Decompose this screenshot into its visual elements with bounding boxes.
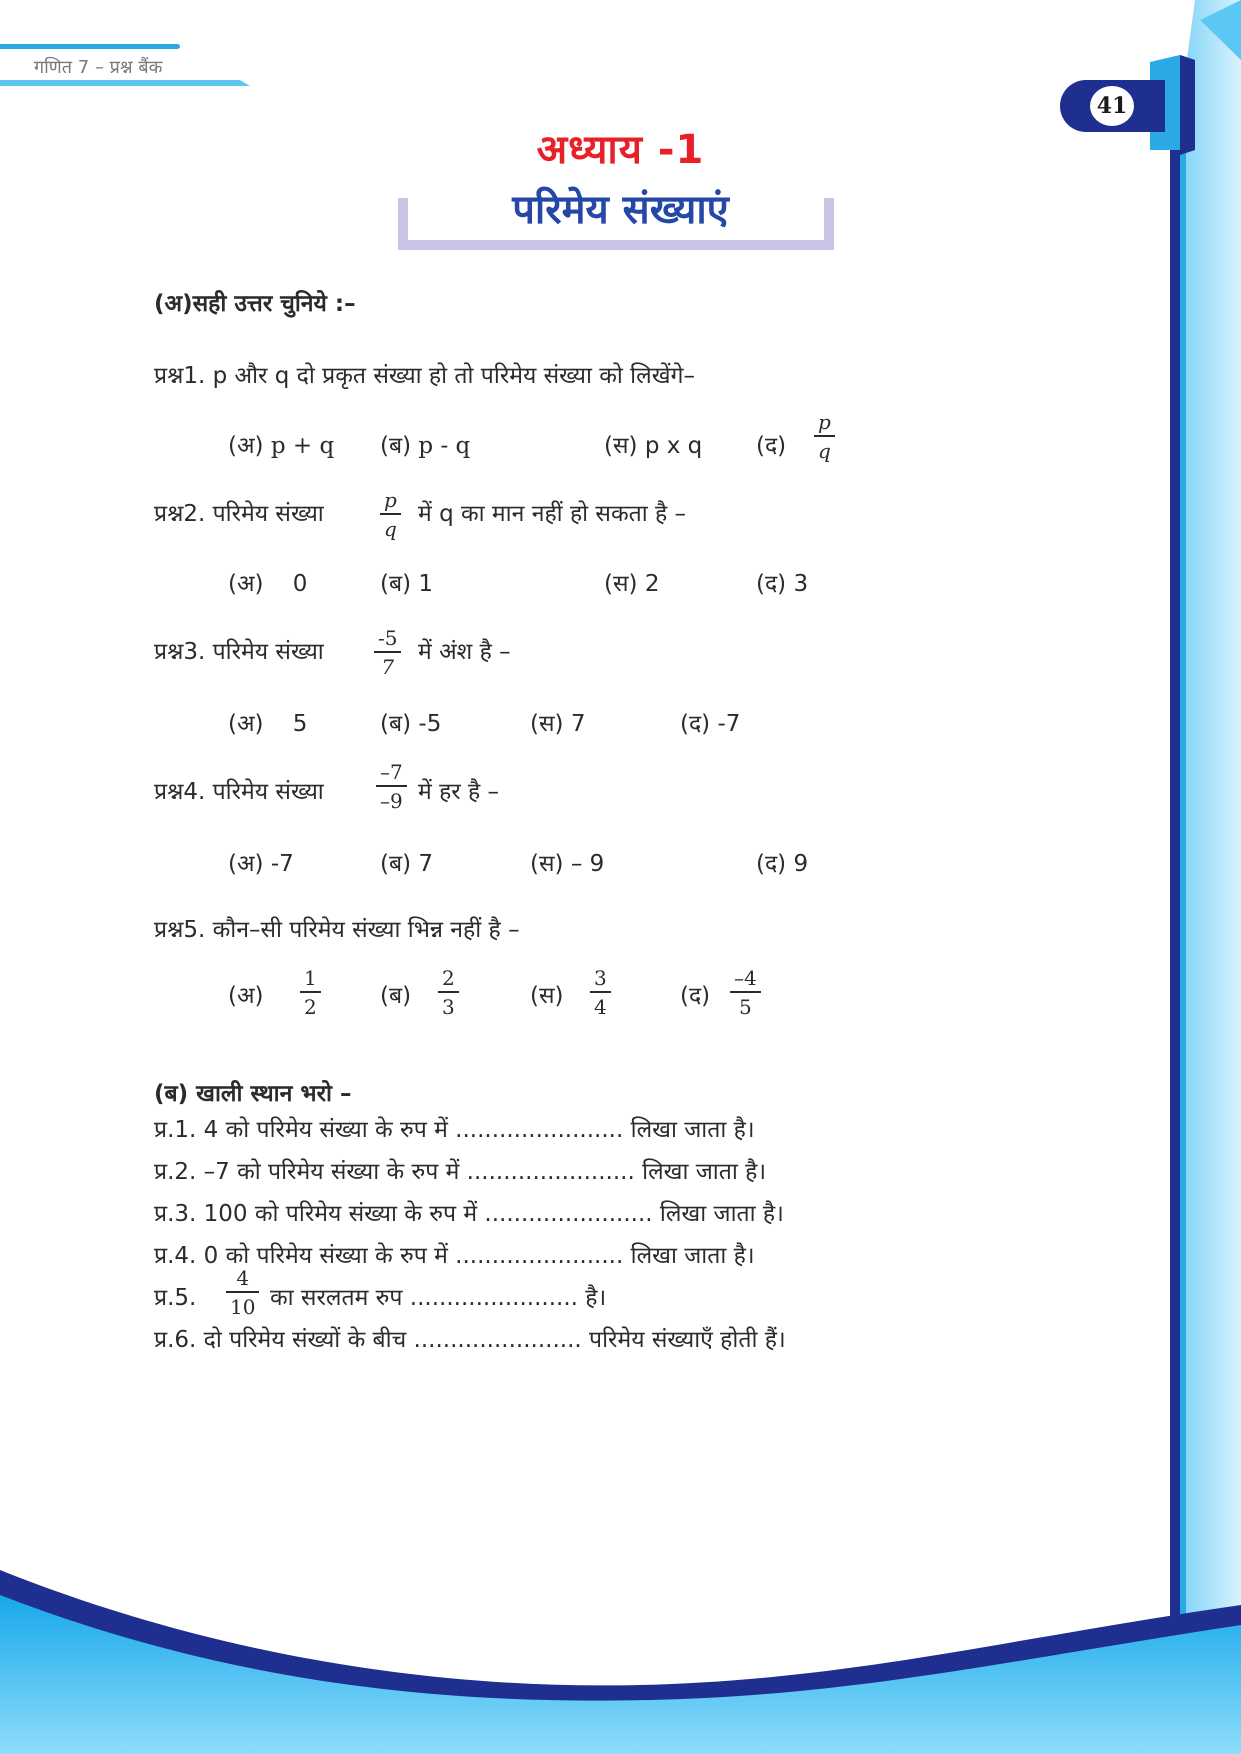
q4-option-b: (ब) 7 xyxy=(380,851,434,877)
q1-option-a: (अ) p + q xyxy=(228,433,335,459)
question-5: प्रश्न5. कौन–सी परिमेय संख्या भिन्न नहीं है – xyxy=(154,917,520,943)
question-4-fraction xyxy=(376,762,407,811)
fraction-numerator: p xyxy=(384,488,397,512)
fraction-numerator: 1 xyxy=(304,966,317,990)
fraction-numerator: -5 xyxy=(378,626,398,650)
q1-option-b: (ब) p - q xyxy=(380,433,471,459)
q3-option-d: (द) -7 xyxy=(680,711,741,737)
question-1: प्रश्न1. p और q दो प्रकृत संख्या हो तो परिमेय संख्या को लिखेंगे– xyxy=(154,363,695,389)
fill-item-6: प्र.6. दो परिमेय संख्यों के बीच ....................... परिमेय संख्याएँ होती हैं। xyxy=(154,1327,786,1353)
q5-option-b-label: (ब) xyxy=(380,983,412,1009)
bottom-wave-light xyxy=(0,1595,1241,1754)
fraction-denominator: q xyxy=(384,516,397,541)
q5-option-c-label: (स) xyxy=(530,983,564,1009)
fraction-denominator: 10 xyxy=(230,1294,256,1319)
side-band xyxy=(1180,0,1241,1754)
fraction-denominator: 7 xyxy=(381,654,395,679)
header-line-bottom xyxy=(0,80,250,86)
fraction-denominator: 3 xyxy=(442,994,455,1019)
question-2-end: में q का मान नहीं हो सकता है – xyxy=(418,501,687,527)
fill-item-5-fraction xyxy=(226,1268,259,1317)
q1-option-c: (स) p x q xyxy=(604,433,703,459)
fraction-denominator: –9 xyxy=(380,788,403,813)
q5-option-b-fraction xyxy=(438,968,459,1017)
q2-option-d: (द) 3 xyxy=(756,571,809,597)
fill-item-3: प्र.3. 100 को परिमेय संख्या के रुप में ....................... लिखा जाता है। xyxy=(154,1201,784,1227)
section-a-heading: (अ)सही उत्तर चुनिये :– xyxy=(154,291,356,317)
q5-option-d-label: (द) xyxy=(680,983,711,1009)
running-header: गणित 7 – प्रश्न बैंक xyxy=(34,57,163,78)
q5-option-a-label: (अ) xyxy=(228,983,264,1009)
fraction-denominator: 2 xyxy=(304,994,317,1019)
fraction-numerator: 2 xyxy=(442,966,455,990)
fill-item-5-prefix: प्र.5. xyxy=(154,1285,197,1311)
fraction-denominator: q xyxy=(818,438,831,463)
q3-option-c: (स) 7 xyxy=(530,711,586,737)
fraction-numerator: –7 xyxy=(380,760,403,784)
fraction-denominator: 5 xyxy=(739,994,752,1019)
q3-option-a: (अ) 5 xyxy=(228,711,308,737)
q4-option-a: (अ) -7 xyxy=(228,851,294,877)
question-3-start: प्रश्न3. परिमेय संख्या xyxy=(154,639,324,665)
question-3-end: में अंश है – xyxy=(418,639,511,665)
question-3-fraction xyxy=(374,628,401,677)
chapter-subject: परिमेय संख्याएं xyxy=(512,187,729,233)
q2-option-a: (अ) 0 xyxy=(228,571,308,597)
fill-item-2: प्र.2. –7 को परिमेय संख्या के रुप में ....................... लिखा जाता है। xyxy=(154,1159,767,1185)
fill-item-5-suffix: का सरलतम रुप ....................... है। xyxy=(270,1285,607,1311)
fill-item-1: प्र.1. 4 को परिमेय संख्या के रुप में ....................... लिखा जाता है। xyxy=(154,1117,755,1143)
q4-option-d: (द) 9 xyxy=(756,851,809,877)
section-b-heading: (ब) खाली स्थान भरो – xyxy=(154,1081,352,1107)
fraction-numerator: p xyxy=(818,410,831,434)
chapter-title: अध्याय -1 xyxy=(536,127,705,173)
q2-option-c: (स) 2 xyxy=(604,571,660,597)
question-4-start: प्रश्न4. परिमेय संख्या xyxy=(154,779,324,805)
q1-option-d-label: (द) xyxy=(756,433,787,459)
q5-option-d-fraction xyxy=(730,968,761,1017)
header-line-top xyxy=(0,44,180,49)
fraction-denominator: 4 xyxy=(594,994,607,1019)
q3-option-b: (ब) -5 xyxy=(380,711,442,737)
page-number: 41 xyxy=(1090,86,1134,126)
question-4-end: में हर है – xyxy=(418,779,500,805)
q5-option-a-fraction xyxy=(300,968,321,1017)
fraction-numerator: 4 xyxy=(236,1266,250,1290)
fill-item-4: प्र.4. 0 को परिमेय संख्या के रुप में ....................... लिखा जाता है। xyxy=(154,1243,755,1269)
q5-option-c-fraction xyxy=(590,968,611,1017)
q4-option-c: (स) – 9 xyxy=(530,851,605,877)
fraction-numerator: –4 xyxy=(734,966,757,990)
side-dark-stripe xyxy=(1170,120,1180,1640)
question-2-start: प्रश्न2. परिमेय संख्या xyxy=(154,501,324,527)
fraction-numerator: 3 xyxy=(594,966,607,990)
q1-option-d-fraction xyxy=(814,412,835,461)
side-blue-stripe xyxy=(1180,120,1186,1640)
question-2-fraction xyxy=(380,490,401,539)
q2-option-b: (ब) 1 xyxy=(380,571,434,597)
